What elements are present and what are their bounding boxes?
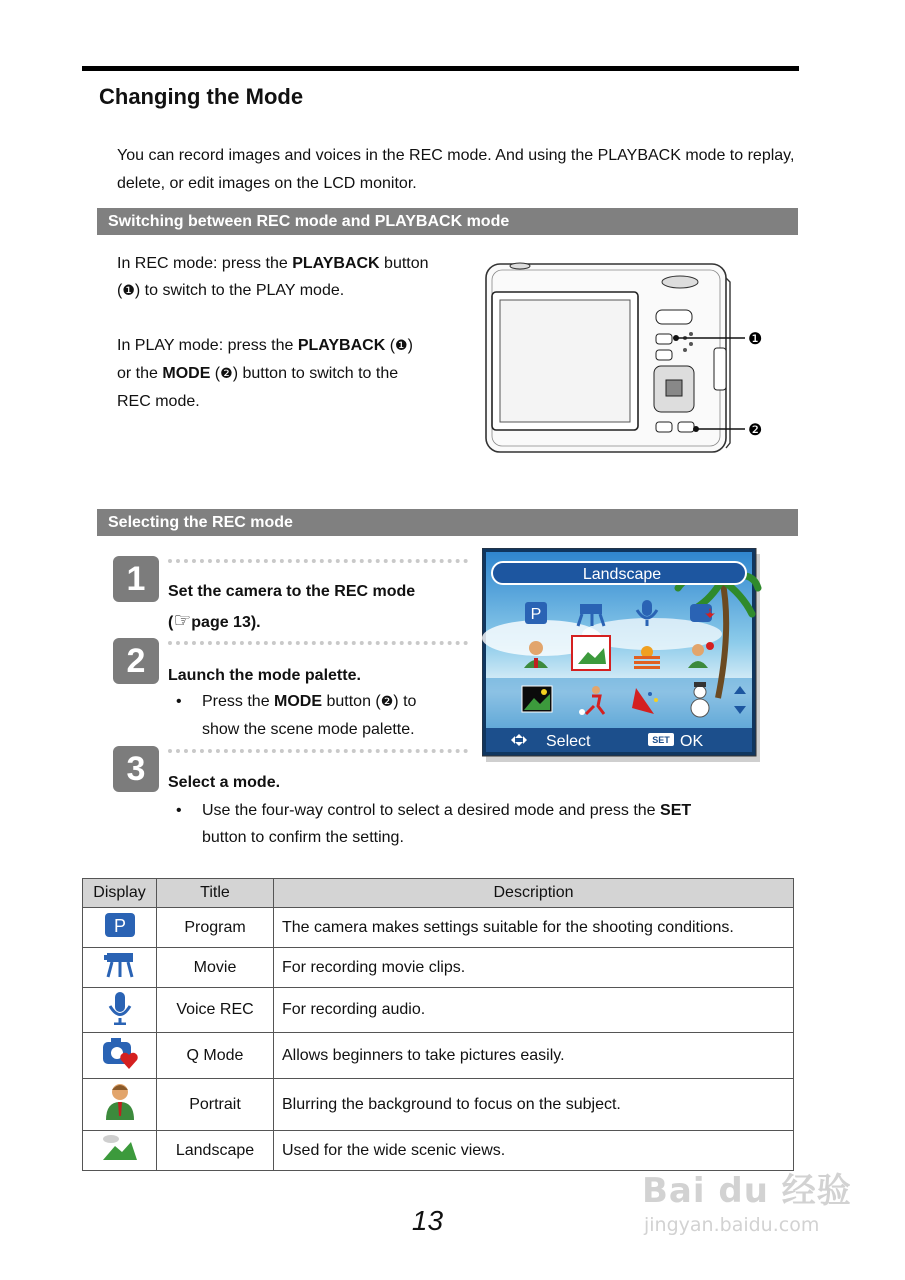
landscape-icon [83,1131,157,1171]
callout-1-label: ❶ [748,329,763,348]
section-bar-switching: Switching between REC mode and PLAYBACK mode [97,208,798,235]
step-3-bullet: • Use the four-way control to select a desired mode and press the SET button to confirm the setting. [176,802,692,846]
step-3-badge: 3 [113,746,159,792]
row-description: Blurring the background to focus on the subject. [274,1079,794,1131]
lcd-ok-label: OK [680,733,704,750]
row-title: Program [157,908,274,948]
table-row [83,1033,794,1079]
header-title: Title [157,879,274,908]
mode-table [82,878,794,1171]
program-icon [83,908,157,948]
table-row [83,948,794,988]
step-2-title: Launch the mode palette. [168,667,361,684]
row-title: Movie [157,948,274,988]
svg-text:P: P [530,606,542,623]
voice-rec-icon [83,988,157,1033]
table-header-row [83,879,794,908]
step-3-divider [168,749,468,753]
row-description: Used for the wide scenic views. [274,1131,794,1171]
row-title: Q Mode [157,1033,274,1079]
row-description: For recording audio. [274,988,794,1033]
callout-2-label: ❷ [748,420,763,439]
table-row [83,1079,794,1131]
movie-icon [83,948,157,988]
row-title: Portrait [157,1079,274,1131]
page-number: 13 [411,1205,444,1236]
row-description: Allows beginners to take pictures easily. [274,1033,794,1079]
lcd-program-icon [525,602,547,624]
section-bar-selecting: Selecting the REC mode [97,509,798,536]
q-mode-icon [83,1033,157,1079]
row-title: Landscape [157,1131,274,1171]
pointing-hand-icon: ☞ [173,608,192,632]
row-description: For recording movie clips. [274,948,794,988]
table-row [83,988,794,1033]
row-description: The camera makes settings suitable for the shooting conditions. [274,908,794,948]
row-title: Voice REC [157,988,274,1033]
step-3-title: Select a mode. [168,774,281,791]
step-1-badge: 1 [113,556,159,602]
page-title: Changing the Mode [99,84,304,109]
header-description: Description [274,879,794,908]
camera-back-illustration [480,258,770,458]
lcd-mode-label: Landscape [582,566,662,583]
step-1-title: Set the camera to the REC mode (☞page 13). [168,583,416,632]
portrait-icon [83,1079,157,1131]
header-display: Display [83,879,157,908]
step-2-bullet: • Press the MODE button (❷) to show the scene mode palette. [176,693,417,738]
lcd-select-label: Select [546,733,591,750]
rec-mode-instruction: In REC mode: press the PLAYBACK button (❶) to switch to the PLAY mode. [117,255,429,299]
step-2-divider [168,641,468,645]
step-2-badge: 2 [113,638,159,684]
lcd-set-badge: SET [652,735,670,745]
step-1-divider [168,559,468,563]
watermark-url: jingyan.baidu.com [644,1214,820,1236]
intro-text: You can record images and voices in the REC mode. And using the PLAYBACK mode to replay, delete, or edit images on the LCD monitor. [117,147,795,192]
lcd-night-icon [522,686,552,712]
lcd-mode-palette [482,548,762,762]
watermark-brand: Bai du 经验 [642,1171,852,1211]
play-mode-instruction: In PLAY mode: press the PLAYBACK (❶) or the MODE (❷) button to switch to the REC mode. [117,337,413,410]
top-rule [82,66,799,71]
table-row [83,908,794,948]
svg-text:P: P [113,916,126,936]
